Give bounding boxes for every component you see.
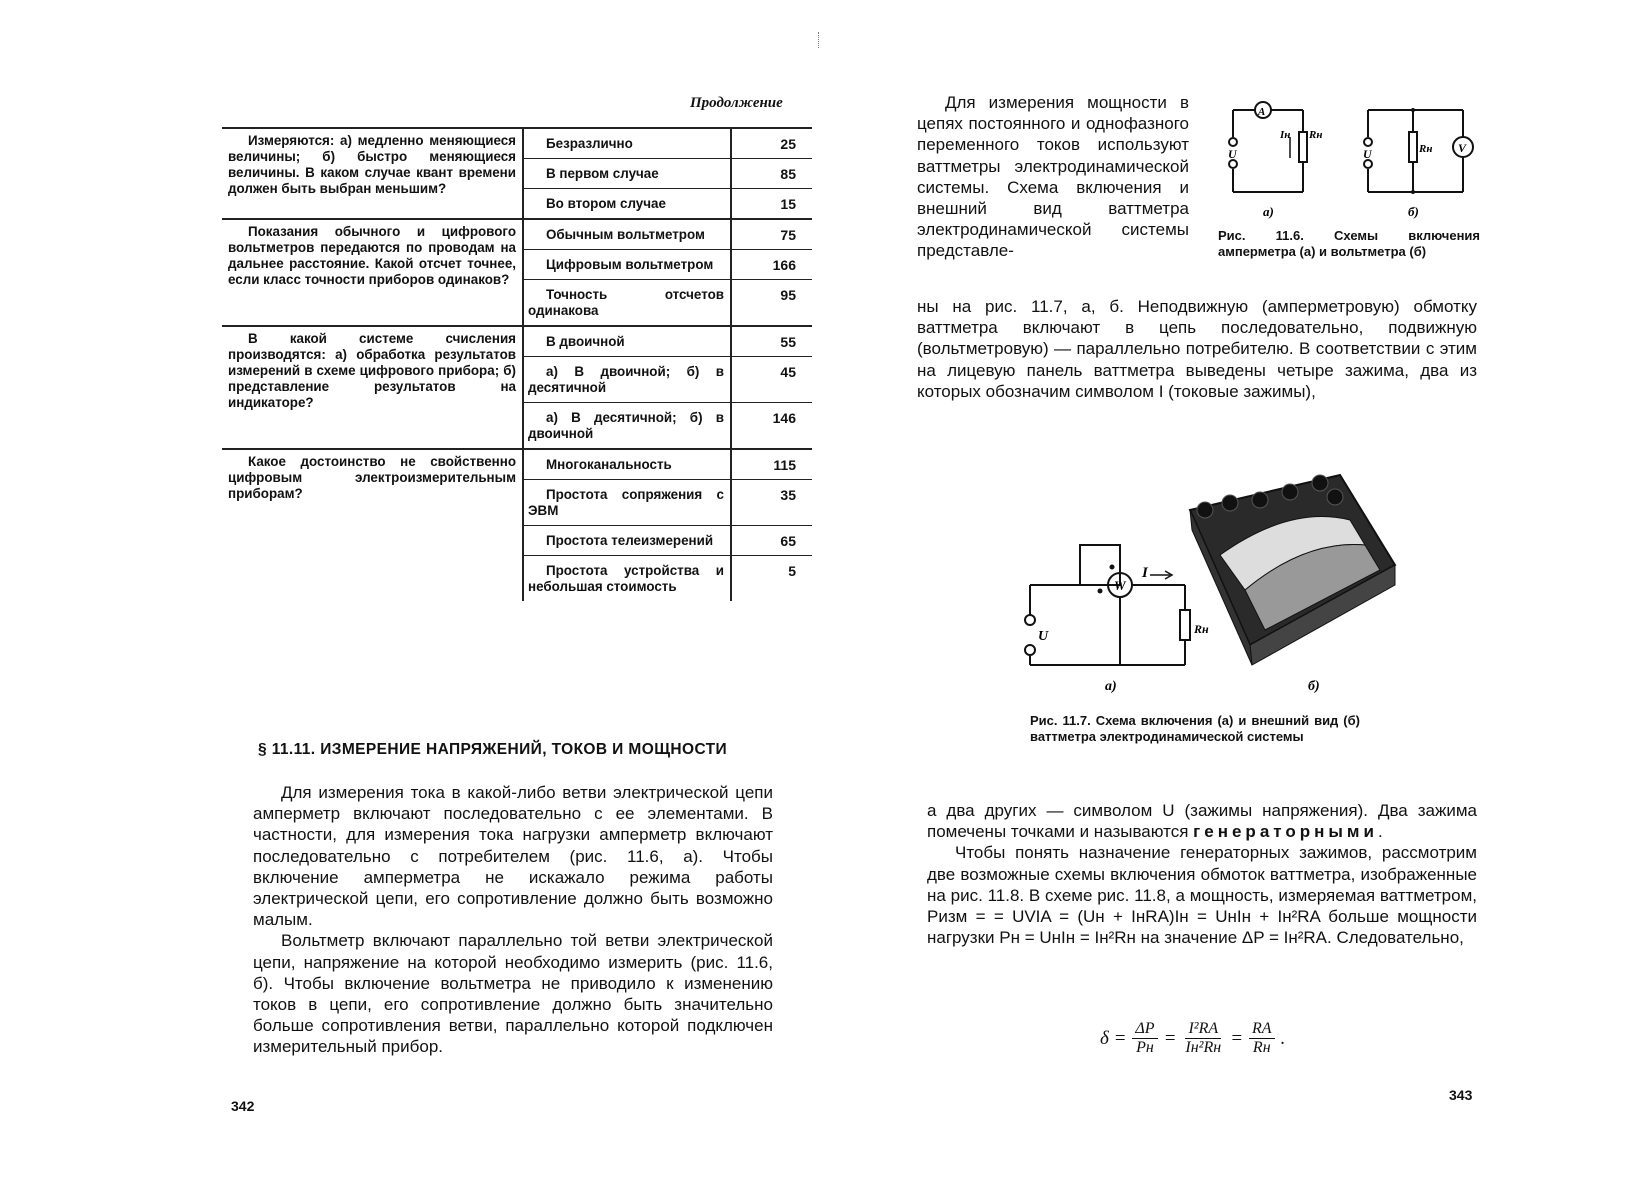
- table-question-group: [222, 127, 812, 218]
- answer-text: Обычным вольтметром: [522, 220, 732, 249]
- ammeter-label: A: [1258, 106, 1266, 118]
- fraction: $\frac{RA}{Rн}$: [1249, 1020, 1275, 1057]
- answer-text: Простота сопряжения с ЭВМ: [522, 480, 732, 525]
- voltage-label: U: [1228, 147, 1237, 161]
- answer-row: [522, 525, 812, 555]
- answer-reference-number: 25: [780, 136, 796, 152]
- answer-text: Точность отсчетов одинакова: [522, 280, 732, 325]
- voltage-label: U: [1038, 629, 1049, 644]
- answer-reference-number: 35: [780, 487, 796, 503]
- continued-paragraph: [917, 296, 1477, 402]
- answer-reference-number: 166: [772, 257, 796, 273]
- table-question-group: [222, 325, 812, 448]
- answer-row: [522, 158, 812, 188]
- question-text: Показания обычного и цифрового вольтметров передаются по проводам на дальнее расстояние. Какой отсчет точнее, если класс точности приборов одинаков?: [228, 224, 516, 287]
- intro-paragraph: [917, 92, 1189, 262]
- left-body-text: [253, 782, 773, 1058]
- voltmeter-label: V: [1458, 141, 1467, 155]
- answer-reference-number: 115: [773, 457, 796, 473]
- fig-label-b: б): [1408, 204, 1419, 219]
- figure-11-7-diagram: [1020, 465, 1400, 705]
- answer-row: [522, 129, 812, 158]
- table-continuation-label: Продолжение: [690, 95, 783, 111]
- answer-list: [522, 220, 812, 325]
- page-number: 343: [1449, 1087, 1473, 1103]
- answer-reference-number: 146: [772, 410, 796, 426]
- answer-row: [522, 479, 812, 525]
- answer-text: Простота телеизмерений: [522, 526, 732, 555]
- right-body-text: [927, 800, 1477, 948]
- answer-reference-number: 55: [780, 334, 796, 350]
- resistor-label: Rн: [1309, 129, 1323, 141]
- answer-row: [522, 327, 812, 356]
- answer-text: В первом случае: [522, 159, 732, 188]
- left-page: [0, 0, 822, 1188]
- emphasized-term: генераторными: [1193, 822, 1378, 842]
- answer-text: Во втором случае: [522, 189, 732, 218]
- current-label: I: [1142, 565, 1148, 581]
- answer-reference-number: 5: [788, 563, 796, 579]
- figure-11-6-diagram: [1218, 92, 1488, 222]
- quiz-table: [222, 127, 812, 601]
- answer-reference-number: 75: [780, 227, 796, 243]
- fraction: $\frac{\Delta P}{Pн}$: [1132, 1020, 1157, 1057]
- paragraph: Для измерения мощности в цепях постоянного и однофазного переменного токов используют ваттметры электродинамической системы. Схема включения и внешний вид ваттметра электродинамической системы представле-: [917, 93, 1189, 261]
- table-question-group: [222, 448, 812, 601]
- question-text: В какой системе счисления производятся: а) обработка результатов измерений в схеме цифрового прибора; б) представление результатов на индикаторе?: [228, 331, 516, 410]
- answer-row: [522, 555, 812, 601]
- answer-text: а) В двоичной; б) в десятичной: [522, 357, 732, 402]
- answer-row: [522, 450, 812, 479]
- ammeter-circuit: [1229, 102, 1307, 192]
- answer-reference-number: 15: [780, 196, 796, 212]
- wattmeter-label: W: [1114, 578, 1126, 593]
- answer-reference-number: 65: [780, 533, 796, 549]
- fraction: $\frac{\text{I²RA}}{\text{Iн²Rн}}$: [1185, 1020, 1222, 1056]
- spine-mark: [818, 32, 821, 48]
- paragraph: а два других — символом U (зажимы напряжения). Два зажима помечены точками и называются генераторными.: [927, 801, 1477, 842]
- answer-text: В двоичной: [522, 327, 732, 356]
- wattmeter-circuit: [1025, 545, 1190, 665]
- answer-text: Многоканальность: [522, 450, 732, 479]
- resistor-label: Rн: [1194, 622, 1209, 636]
- answer-list: [522, 327, 812, 448]
- answer-reference-number: 95: [780, 287, 796, 303]
- wattmeter-device-illustration: [1190, 475, 1395, 665]
- formula-delta: δ = $\frac{\Delta P}{Pн}$ = $\frac{\text{I²RA}}{\text{Iн²Rн}}$ = $\frac{RA}{Rн}$ .: [1100, 1020, 1286, 1056]
- paragraph: ны на рис. 11.7, а, б. Неподвижную (амперметровую) обмотку ваттметра включают в цепь последовательно, подвижную (вольтметровую) — параллельно потребителю. В соответствии с этим на лицевую панель ваттметра выведены четыре зажима, два из которых обозначим символом I (токовые зажимы),: [917, 297, 1477, 401]
- voltage-label: U: [1363, 147, 1372, 161]
- answer-row: [522, 220, 812, 249]
- answer-row: [522, 402, 812, 448]
- resistor-symbol: [1299, 132, 1307, 162]
- figure-11-7-caption: Рис. 11.7. Схема включения (а) и внешний вид (б) ваттметра электродинамической системы: [1030, 713, 1360, 744]
- section-title: § 11.11. ИЗМЕРЕНИЕ НАПРЯЖЕНИЙ, ТОКОВ И МОЩНОСТИ: [258, 741, 728, 758]
- answer-text: Простота устройства и небольшая стоимость: [522, 556, 732, 601]
- table-question-group: [222, 218, 812, 325]
- fig-label-b: б): [1308, 679, 1320, 694]
- paragraph: Для измерения тока в какой-либо ветви электрической цепи амперметр включают последовательно с ее элементами. В частности, для измерения тока нагрузки амперметр включают последовательно с потребителем (рис. 11.6, а). Чтобы включение амперметра не искажало режима работы электрической цепи, его сопротивление должно быть возможно малым.: [253, 783, 773, 930]
- page-number: 342: [231, 1098, 255, 1114]
- answer-text: Безразлично: [522, 129, 732, 158]
- answer-row: [522, 356, 812, 402]
- answer-list: [522, 129, 812, 218]
- answer-row: [522, 188, 812, 218]
- answer-reference-number: 45: [780, 364, 796, 380]
- figure-11-6-caption: Рис. 11.6. Схемы включения амперметра (а) и вольтметра (б): [1218, 228, 1480, 259]
- question-text: Измеряются: а) медленно меняющиеся величины; б) быстро меняющиеся величины. В каком случае квант времени должен быть выбран меньшим?: [228, 133, 516, 196]
- fig-label-a: а): [1105, 679, 1117, 694]
- current-label: Iн: [1280, 129, 1291, 141]
- answer-list: [522, 450, 812, 601]
- answer-text: а) В десятичной; б) в двоичной: [522, 403, 732, 448]
- answer-row: [522, 249, 812, 279]
- answer-reference-number: 85: [780, 166, 796, 182]
- answer-text: Цифровым вольтметром: [522, 250, 732, 279]
- fig-label-a: а): [1263, 204, 1274, 219]
- question-text: Какое достоинство не свойственно цифровым электроизмерительным приборам?: [228, 454, 516, 501]
- resistor-label: Rн: [1419, 143, 1433, 155]
- answer-row: [522, 279, 812, 325]
- paragraph: Вольтметр включают параллельно той ветви электрической цепи, напряжение на которой необходимо измерить (рис. 11.6, б). Чтобы включение вольтметра не приводило к изменению токов в цепи, его сопротивление должно быть значительно больше сопротивления ветви, параллельно которой подключен измерительный прибор.: [253, 931, 773, 1057]
- paragraph: Чтобы понять назначение генераторных зажимов, рассмотрим две возможные схемы включения обмоток ваттметра, изображенные на рис. 11.8. В схеме рис. 11.8, а мощность, измеряемая ваттметром, Pизм = = UVIA = (Uн + IнRA)Iн = UнIн + Iн²RA больше мощности нагрузки Pн = UнIн = Iн²Rн на значение ΔP = Iн²RA. Следовательно,: [927, 843, 1477, 948]
